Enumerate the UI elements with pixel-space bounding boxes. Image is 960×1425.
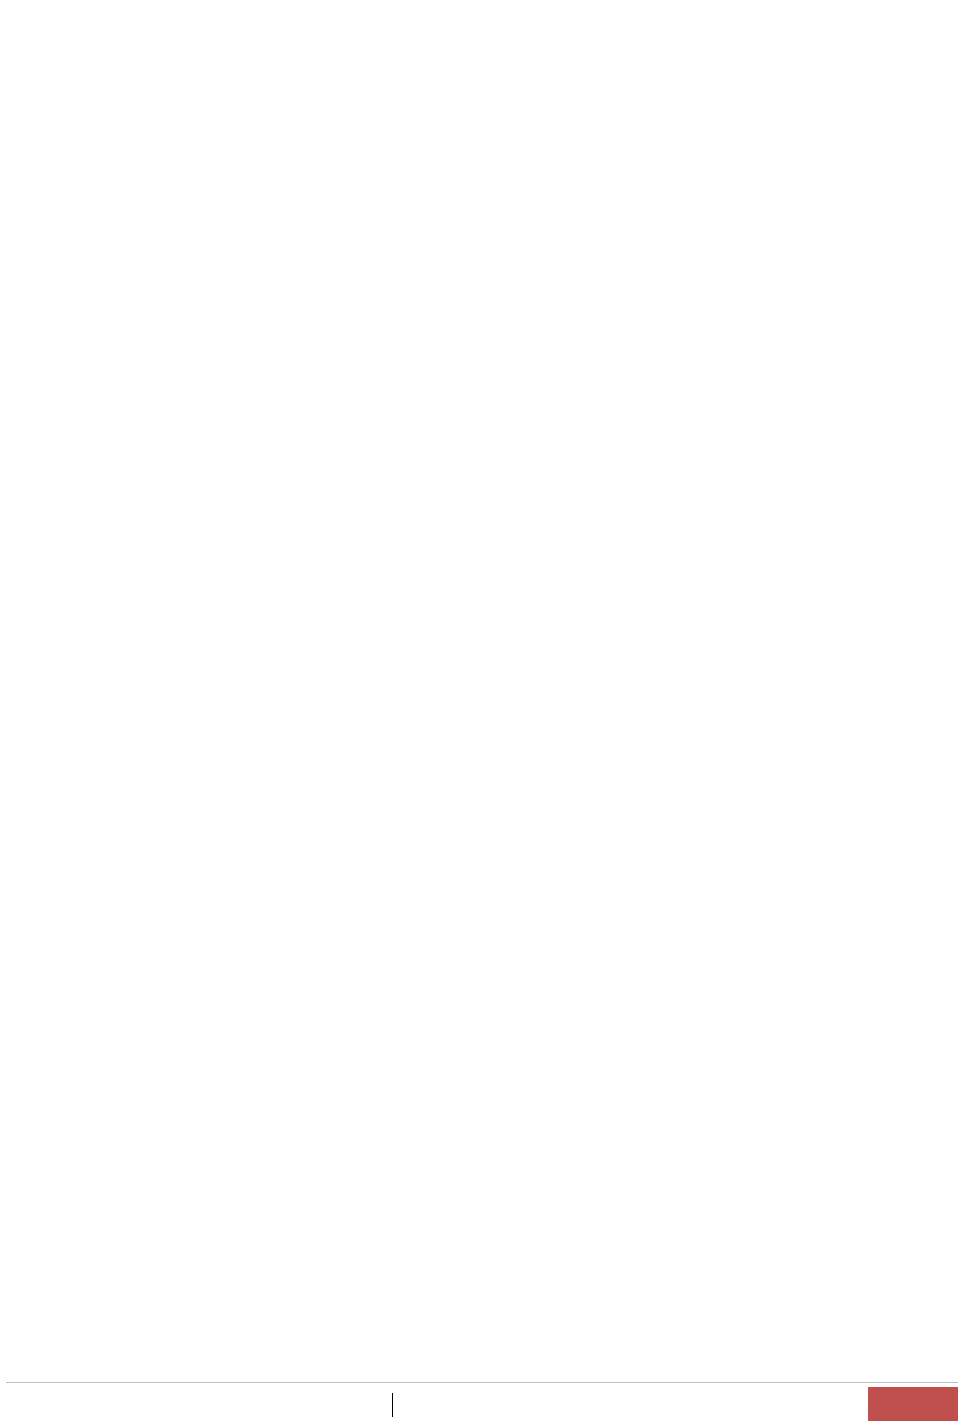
page-footer: [6, 1382, 958, 1421]
footer-separator: [392, 1393, 393, 1417]
page-number-badge: [868, 1387, 958, 1421]
